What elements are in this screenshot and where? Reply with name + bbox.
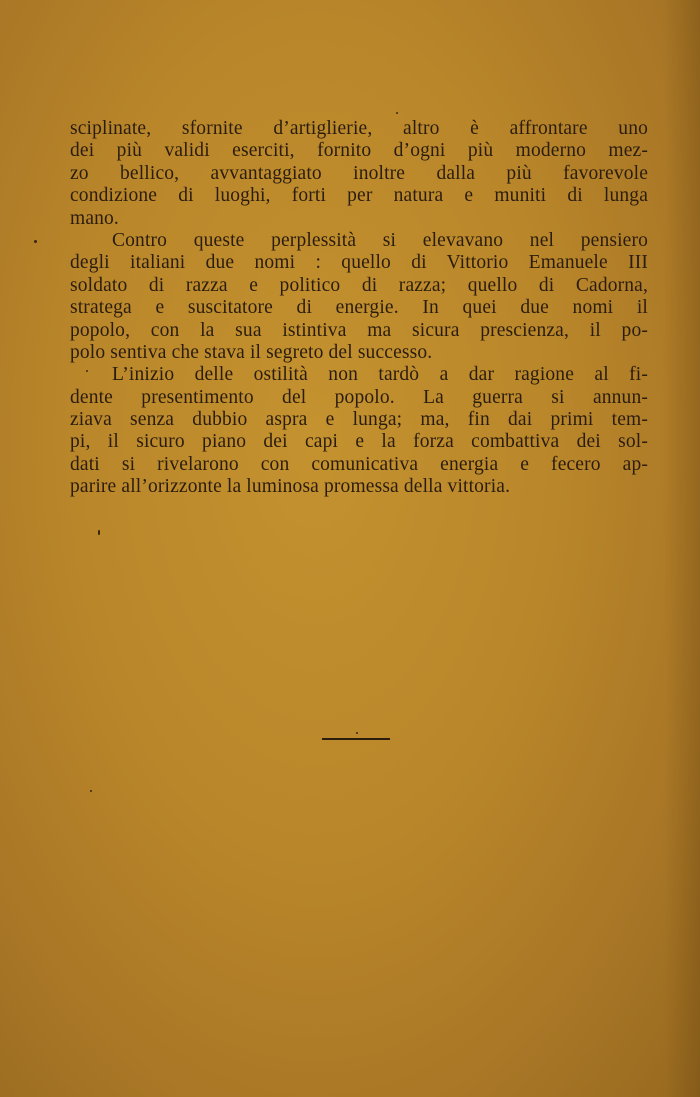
text-line: dati si rivelarono con comunicativa energia e fecero ap- (70, 453, 648, 475)
text-line: mano. (70, 207, 119, 229)
text-line: ziava senza dubbio aspra e lunga; ma, fin dai primi tem- (70, 409, 648, 431)
text-line: zo bellico, avvantaggiato inoltre dalla più favorevole (70, 162, 648, 184)
text-line: pi, il sicuro piano dei capi e la forza combattiva dei sol- (70, 431, 648, 453)
paragraph-start-line: L’inizio delle ostilità non tardò a dar ragione al fi- (112, 364, 648, 386)
text-line: condizione di luoghi, forti per natura e muniti di lunga (70, 185, 648, 207)
text-line: soldato di razza e politico di razza; quello di Cadorna, (70, 274, 648, 296)
page-edge-shadow (664, 0, 700, 1097)
ink-speck (34, 240, 37, 243)
body-text (70, 118, 648, 499)
ink-speck (98, 530, 100, 535)
text-line: dente presentimento del popolo. La guerra si annun- (70, 386, 648, 408)
paragraph-start-line: Contro queste perplessità si elevavano nel pensiero (112, 229, 648, 251)
text-line: stratega e suscitatore di energie. In quei due nomi il (70, 297, 648, 319)
ink-speck (90, 790, 92, 792)
ink-speck (356, 732, 358, 734)
ink-speck (86, 370, 88, 372)
text-line: dei più validi eserciti, fornito d’ogni più moderno mez- (70, 140, 648, 162)
text-line: parire all’orizzonte la luminosa promessa della vittoria. (70, 476, 511, 498)
text-line: sciplinate, sfornite d’artiglierie, altro è affrontare uno (70, 118, 648, 139)
text-line: popolo, con la sua istintiva ma sicura prescienza, il po- (70, 319, 648, 341)
ink-speck (396, 112, 398, 114)
text-line: degli italiani due nomi : quello di Vittorio Emanuele III (70, 252, 648, 274)
text-line: polo sentiva che stava il segreto del successo. (70, 341, 433, 363)
section-end-rule (322, 738, 390, 740)
